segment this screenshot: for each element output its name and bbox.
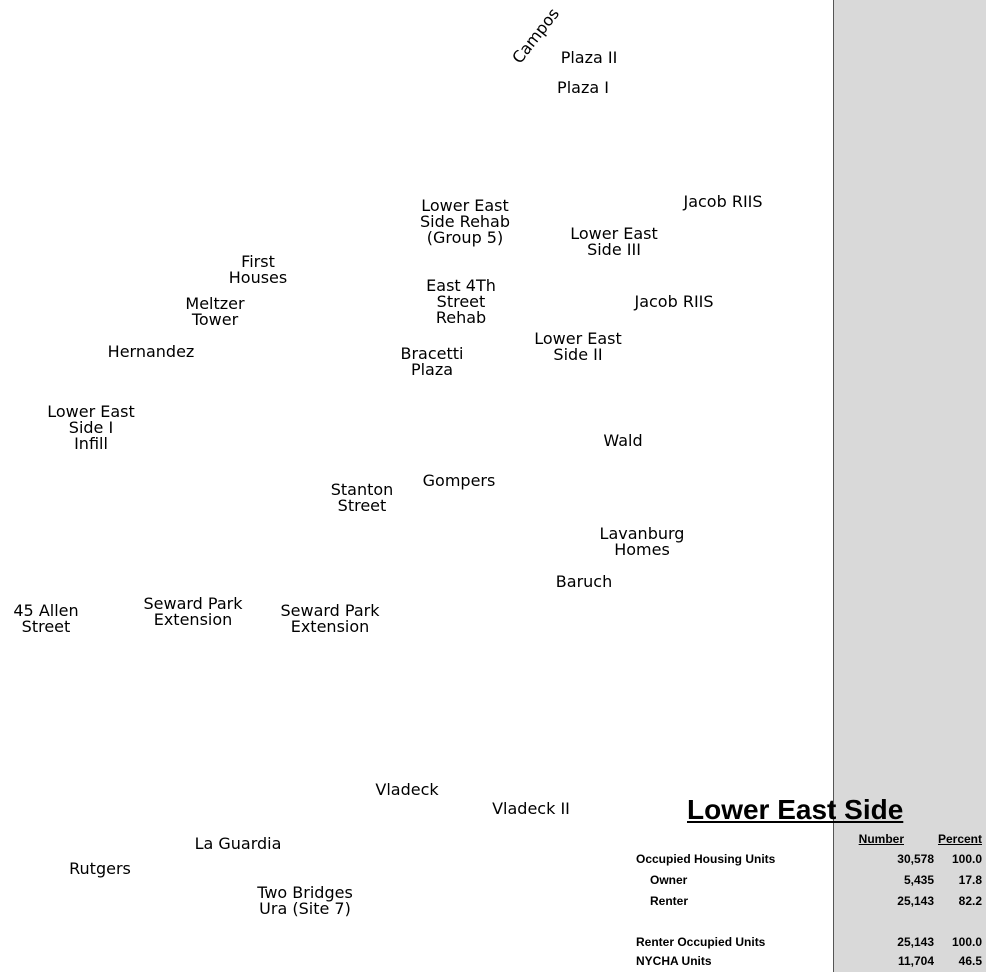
stats-row-label: NYCHA Units — [636, 954, 712, 968]
map-label-east-4th-street-rehab: East 4Th Street Rehab — [426, 276, 496, 327]
map-label-rutgers: Rutgers — [69, 859, 131, 878]
map-label-plaza-i: Plaza I — [557, 78, 609, 97]
stats-row-label: Occupied Housing Units — [636, 852, 776, 866]
map-label-meltzer-tower: Meltzer Tower — [185, 294, 245, 329]
map-label-lower-east-side-i-infill: Lower East Side I Infill — [47, 402, 135, 453]
stats-row-number: 11,704 — [897, 954, 934, 968]
stats-row-label: Renter — [650, 894, 689, 908]
column-header-number: Number — [858, 832, 904, 846]
map-label-wald: Wald — [603, 431, 643, 450]
map-label-vladeck: Vladeck — [375, 780, 439, 799]
map-label-vladeck-ii: Vladeck II — [492, 799, 570, 818]
stats-row-percent: 100.0 — [951, 935, 982, 949]
map-label-two-bridges: Two Bridges Ura (Site 7) — [257, 883, 353, 918]
map-label-first-houses: First Houses — [228, 252, 288, 287]
stats-row-number: 5,435 — [903, 873, 934, 887]
map-label-lower-east-side-ii: Lower East Side II — [534, 329, 622, 364]
stats-row-percent: 100.0 — [951, 852, 982, 866]
stats-row-number: 30,578 — [897, 852, 934, 866]
map-label-jacob-riis-1: Jacob RIIS — [683, 192, 763, 211]
map-label-bracetti-plaza: Bracetti Plaza — [400, 344, 464, 379]
stats-row — [636, 894, 986, 910]
map-label-seward-park-extension-2: Seward Park Extension — [280, 601, 380, 636]
stats-row-percent: 46.5 — [958, 954, 982, 968]
stats-row — [636, 935, 986, 951]
stats-row — [636, 852, 986, 868]
map-label-lavanburg-homes: Lavanburg Homes — [599, 524, 685, 559]
map-label-campos: Campos — [508, 4, 564, 68]
map-label-seward-park-extension-1: Seward Park Extension — [143, 594, 243, 629]
stats-row-percent: 17.8 — [958, 873, 982, 887]
stats-row — [636, 873, 986, 889]
stats-row-label: Owner — [650, 873, 688, 887]
map-label-gompers: Gompers — [422, 471, 496, 490]
map-label-lower-east-side-iii: Lower East Side III — [570, 224, 658, 259]
column-header-percent: Percent — [937, 832, 982, 846]
side-divider — [833, 0, 834, 972]
map-label-baruch: Baruch — [555, 572, 613, 591]
stats-row-number: 25,143 — [897, 935, 934, 949]
side-panel — [834, 0, 986, 972]
map-label-plaza-ii: Plaza II — [560, 48, 618, 67]
stats-row — [636, 954, 986, 970]
map-label-jacob-riis-2: Jacob RIIS — [634, 292, 714, 311]
map-label-hernandez: Hernandez — [107, 342, 195, 361]
neighborhood-title: Lower East Side — [687, 794, 904, 825]
map-label-la-guardia: La Guardia — [194, 834, 282, 853]
map-label-lower-east-side-rehab: Lower East Side Rehab (Group 5) — [419, 196, 511, 247]
stats-row-label: Renter Occupied Units — [636, 935, 766, 949]
stats-row-number: 25,143 — [897, 894, 934, 908]
stats-row-percent: 82.2 — [958, 894, 982, 908]
map-label-stanton-street: Stanton Street — [330, 480, 394, 515]
map-label-45-allen-street: 45 Allen Street — [13, 601, 79, 636]
